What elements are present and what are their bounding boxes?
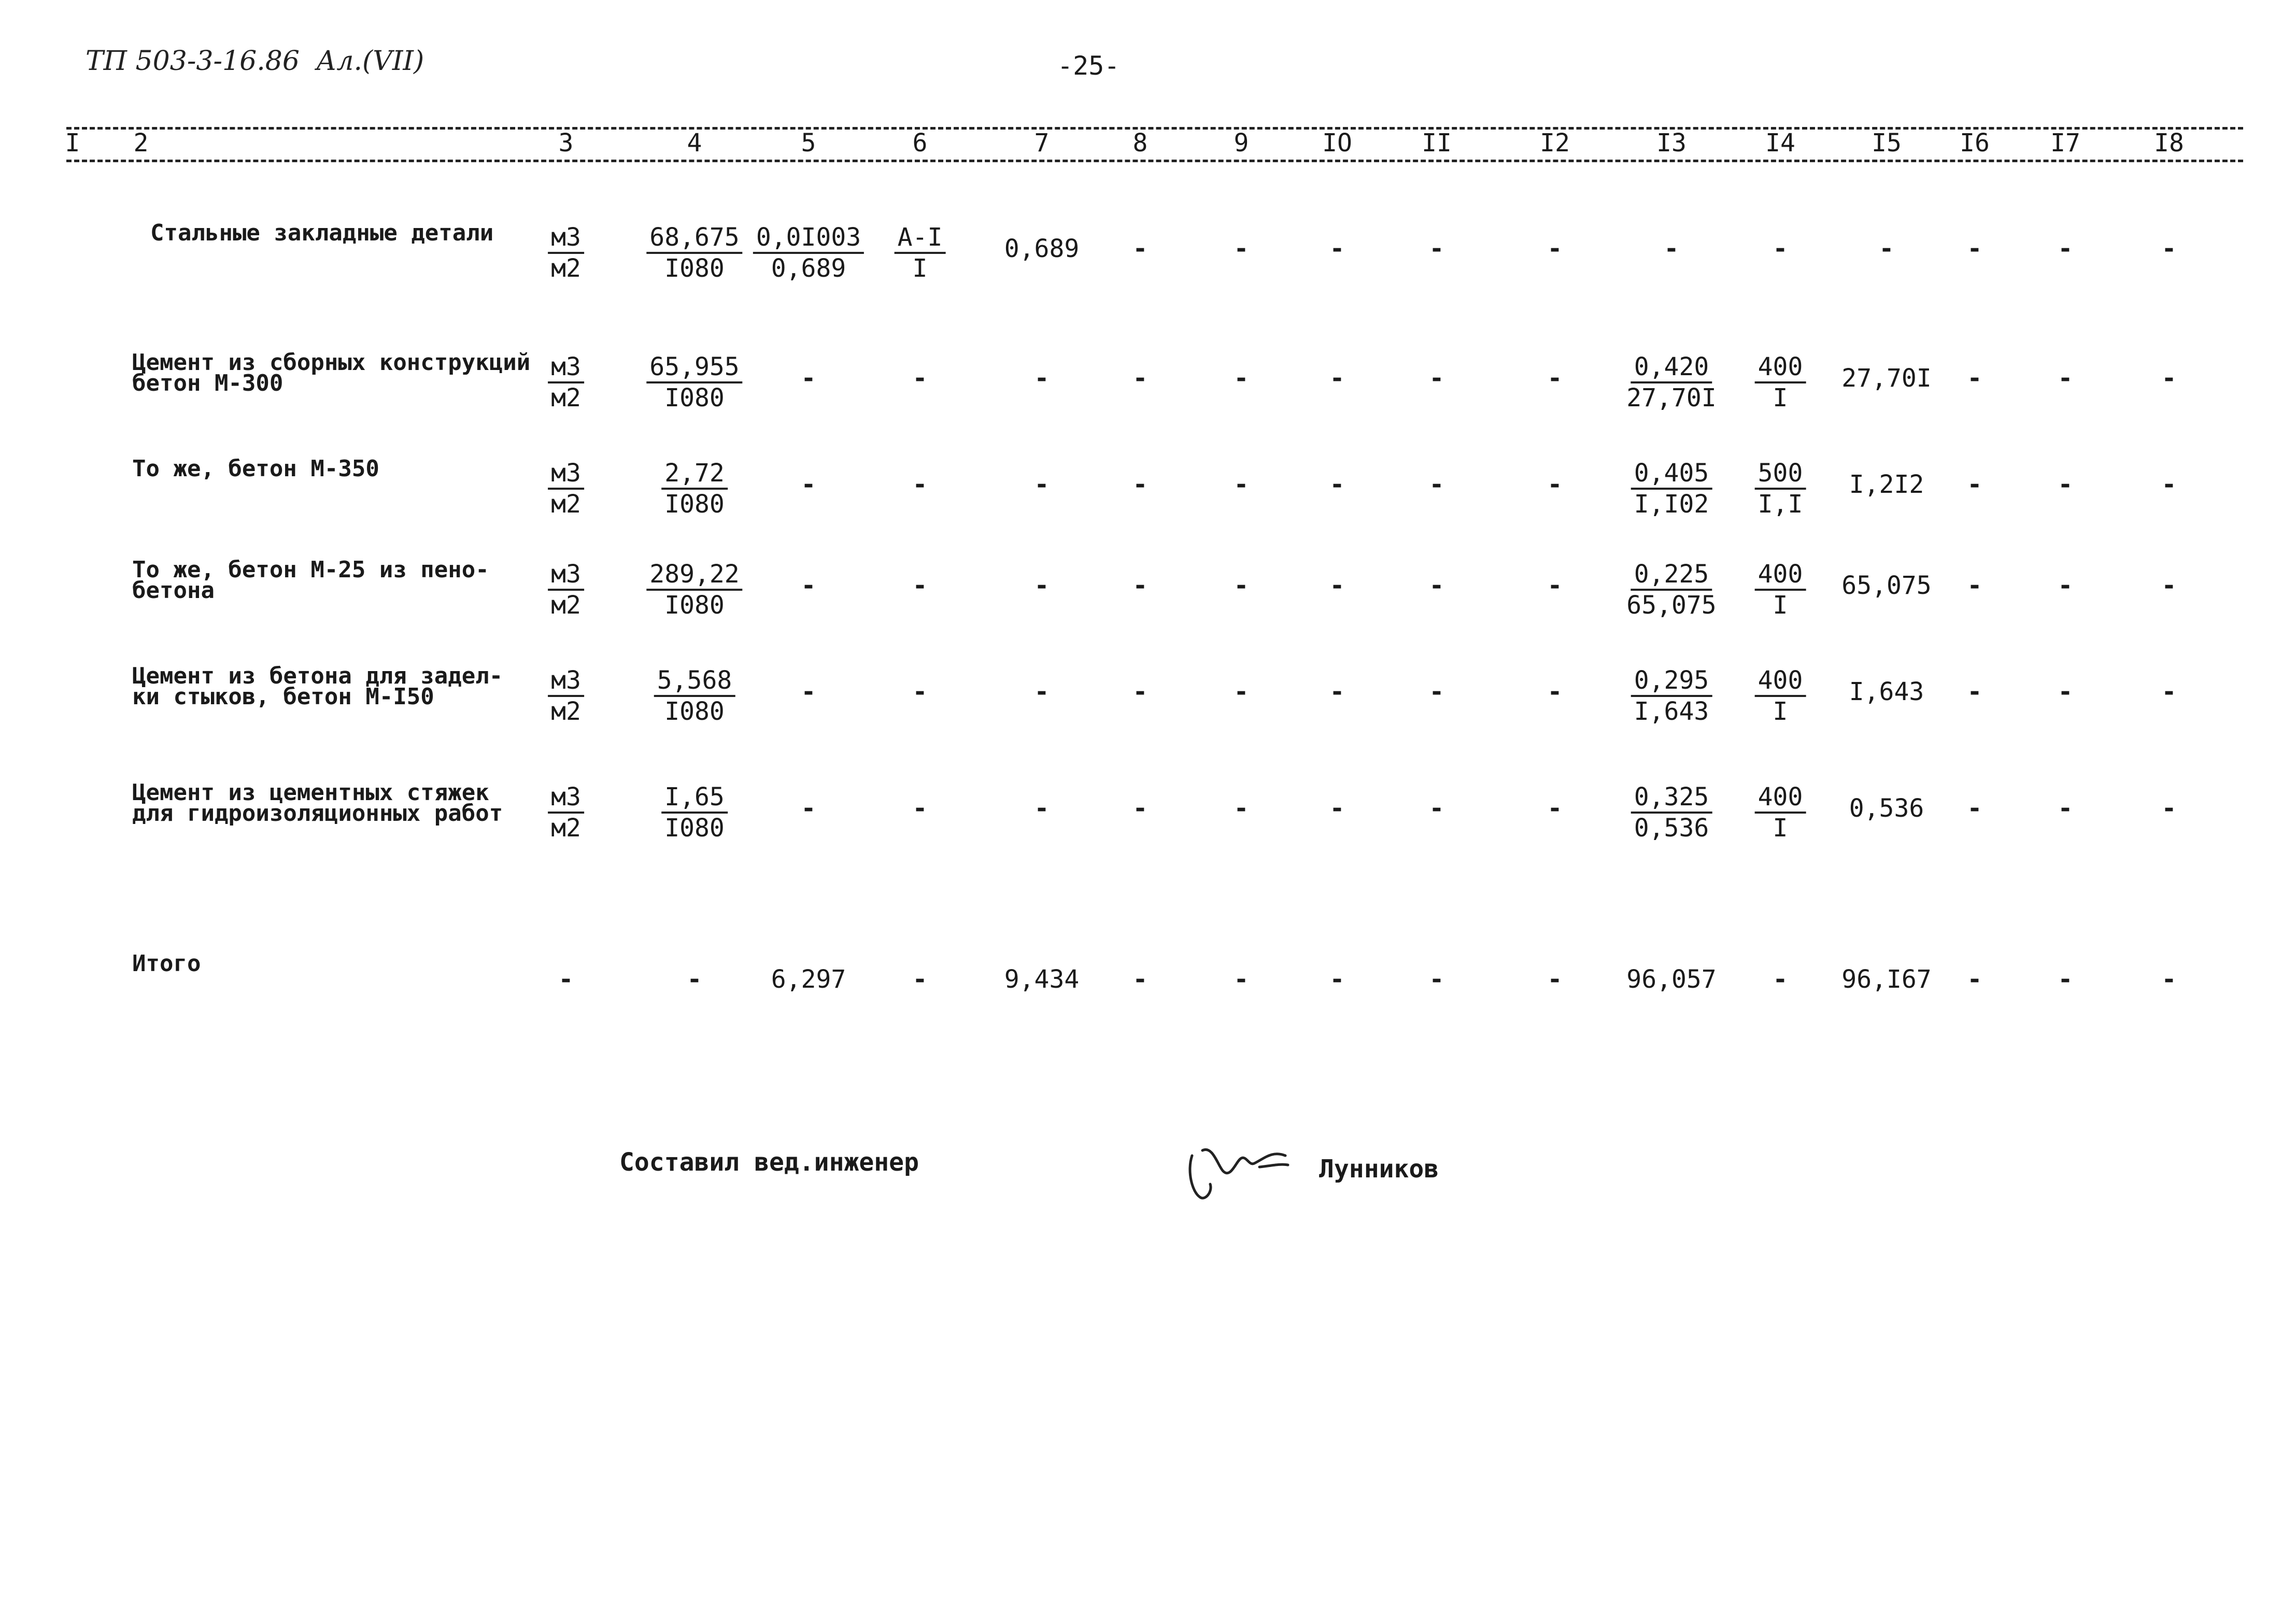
empty-dash-cell: - (2058, 571, 2073, 600)
fraction-numerator: 2,72 (661, 459, 728, 490)
empty-dash-cell: - (1429, 677, 1444, 706)
fraction-denominator: I,643 (1634, 697, 1709, 726)
value-cell: 96,I67 (1841, 965, 1932, 994)
empty-dash-cell: - (912, 470, 928, 499)
row-label: Стальные закладные детали (150, 220, 494, 246)
empty-dash-cell: - (1773, 234, 1788, 263)
fraction-cell (548, 560, 584, 620)
empty-dash-cell: - (2161, 794, 2177, 823)
empty-dash-cell: - (1234, 234, 1249, 263)
fraction-cell (548, 782, 584, 843)
fraction-denominator: I080 (664, 383, 725, 412)
empty-dash-cell: - (1132, 677, 1148, 706)
fraction-cell (548, 666, 584, 726)
column-number: I6 (1960, 129, 1990, 158)
empty-dash-cell: - (2058, 794, 2073, 823)
fraction-denominator: I080 (664, 254, 725, 283)
fraction-numerator: 0,325 (1631, 782, 1712, 814)
row-label: Итого (132, 950, 201, 977)
value-cell: 9,434 (1004, 965, 1080, 994)
empty-dash-cell: - (1132, 234, 1148, 263)
fraction-denominator: м2 (551, 383, 581, 412)
fraction-denominator: I,I02 (1634, 490, 1709, 519)
fraction-numerator: 400 (1755, 782, 1806, 814)
fraction-numerator: 0,0I003 (753, 223, 864, 254)
column-number: I4 (1765, 129, 1795, 158)
column-number: 5 (801, 129, 816, 158)
fraction-numerator: 5,568 (654, 666, 735, 697)
empty-dash-cell: - (1329, 965, 1345, 994)
empty-dash-cell: - (801, 677, 816, 706)
empty-dash-cell: - (2161, 571, 2177, 600)
fraction-denominator: 0,536 (1634, 814, 1709, 843)
fraction-denominator: м2 (551, 697, 581, 726)
empty-dash-cell: - (1967, 794, 1982, 823)
column-number: I5 (1872, 129, 1902, 158)
empty-dash-cell: - (1967, 677, 1982, 706)
empty-dash-cell: - (1967, 234, 1982, 263)
value-cell: 0,536 (1849, 794, 1924, 823)
empty-dash-cell: - (558, 965, 574, 994)
row-label: То же, бетон М-25 из пено- бетона (132, 557, 489, 604)
fraction-numerator: м3 (548, 459, 584, 490)
fraction-numerator: м3 (548, 782, 584, 814)
fraction-numerator: A-I (895, 223, 946, 254)
empty-dash-cell: - (2058, 234, 2073, 263)
value-cell: 27,70I (1841, 364, 1932, 393)
empty-dash-cell: - (1234, 571, 1249, 600)
fraction-cell (646, 223, 742, 283)
fraction-numerator: м3 (548, 352, 584, 383)
fraction-cell (1631, 666, 1712, 726)
fraction-denominator: 0,689 (771, 254, 846, 283)
empty-dash-cell: - (1034, 470, 1050, 499)
column-number: I3 (1656, 129, 1686, 158)
page-number: -25- (1057, 51, 1120, 81)
empty-dash-cell: - (801, 364, 816, 393)
empty-dash-cell: - (1329, 677, 1345, 706)
row-label: Цемент из бетона для задел- ки стыков, бетон М-I50 (132, 663, 503, 710)
fraction-denominator: м2 (551, 254, 581, 283)
empty-dash-cell: - (1547, 794, 1563, 823)
empty-dash-cell: - (2058, 677, 2073, 706)
empty-dash-cell: - (1967, 965, 1982, 994)
fraction-cell (1631, 782, 1712, 843)
empty-dash-cell: - (1034, 364, 1050, 393)
fraction-cell (548, 459, 584, 519)
fraction-denominator: I080 (664, 814, 725, 843)
empty-dash-cell: - (1429, 470, 1444, 499)
fraction-numerator: 500 (1755, 459, 1806, 490)
empty-dash-cell: - (1329, 470, 1345, 499)
fraction-denominator: м2 (551, 814, 581, 843)
fraction-denominator: I (1773, 814, 1788, 843)
empty-dash-cell: - (2058, 965, 2073, 994)
empty-dash-cell: - (1429, 364, 1444, 393)
empty-dash-cell: - (1547, 965, 1563, 994)
row-label: Цемент из цементных стяжек для гидроизоляционных работ (132, 779, 503, 827)
fraction-denominator: м2 (551, 591, 581, 620)
row-label: Цемент из сборных конструкций бетон М-300 (132, 349, 531, 396)
fraction-numerator: 400 (1755, 560, 1806, 591)
fraction-numerator: 0,420 (1631, 352, 1712, 383)
empty-dash-cell: - (1034, 677, 1050, 706)
fraction-numerator: м3 (548, 223, 584, 254)
value-cell: 96,057 (1626, 965, 1717, 994)
column-number: I7 (2050, 129, 2080, 158)
column-number: I8 (2154, 129, 2184, 158)
empty-dash-cell: - (1967, 470, 1982, 499)
empty-dash-cell: - (912, 965, 928, 994)
fraction-cell (1755, 459, 1806, 519)
fraction-denominator: I (1773, 697, 1788, 726)
empty-dash-cell: - (912, 677, 928, 706)
empty-dash-cell: - (1429, 965, 1444, 994)
empty-dash-cell: - (801, 794, 816, 823)
column-number: II (1422, 129, 1452, 158)
fraction-denominator: I,I (1758, 490, 1803, 519)
empty-dash-cell: - (2058, 364, 2073, 393)
fraction-cell (661, 459, 728, 519)
column-number: IO (1322, 129, 1352, 158)
fraction-denominator: 27,70I (1626, 383, 1717, 412)
column-number: 4 (687, 129, 702, 158)
empty-dash-cell: - (1329, 234, 1345, 263)
empty-dash-cell: - (1547, 571, 1563, 600)
fraction-cell (895, 223, 946, 283)
fraction-cell (654, 666, 735, 726)
value-cell: 65,075 (1841, 571, 1932, 600)
sheet-label: Ал.(VII) (316, 46, 424, 77)
empty-dash-cell: - (912, 571, 928, 600)
empty-dash-cell: - (1132, 794, 1148, 823)
empty-dash-cell: - (1329, 364, 1345, 393)
value-cell: I,2I2 (1849, 470, 1924, 499)
fraction-numerator: 65,955 (646, 352, 742, 383)
empty-dash-cell: - (1329, 794, 1345, 823)
fraction-cell (753, 223, 864, 283)
fraction-cell (646, 560, 742, 620)
empty-dash-cell: - (2058, 470, 2073, 499)
empty-dash-cell: - (1234, 470, 1249, 499)
fraction-denominator: 65,075 (1626, 591, 1717, 620)
engineer-name: Лунников (1319, 1155, 1439, 1184)
column-number: 8 (1132, 129, 1148, 158)
fraction-cell (1755, 352, 1806, 412)
empty-dash-cell: - (2161, 470, 2177, 499)
empty-dash-cell: - (1664, 234, 1679, 263)
fraction-numerator: 0,295 (1631, 666, 1712, 697)
header-top-rule (66, 127, 2243, 130)
empty-dash-cell: - (2161, 965, 2177, 994)
fraction-denominator: I080 (664, 697, 725, 726)
column-number: 9 (1234, 129, 1249, 158)
fraction-cell (1755, 560, 1806, 620)
fraction-numerator: 0,225 (1631, 560, 1712, 591)
empty-dash-cell: - (1034, 794, 1050, 823)
empty-dash-cell: - (912, 364, 928, 393)
fraction-numerator: м3 (548, 560, 584, 591)
compiled-by-label: Составил вед.инженер (619, 1148, 919, 1177)
column-number: 7 (1034, 129, 1050, 158)
fraction-numerator: м3 (548, 666, 584, 697)
empty-dash-cell: - (1429, 234, 1444, 263)
empty-dash-cell: - (1234, 677, 1249, 706)
fraction-numerator: 68,675 (646, 223, 742, 254)
fraction-cell (1755, 666, 1806, 726)
empty-dash-cell: - (1547, 234, 1563, 263)
fraction-cell (548, 352, 584, 412)
empty-dash-cell: - (1234, 965, 1249, 994)
fraction-denominator: I (912, 254, 928, 283)
value-cell: 0,689 (1004, 234, 1080, 263)
column-number: 6 (912, 129, 928, 158)
column-number: 2 (133, 129, 149, 158)
column-number: 3 (558, 129, 574, 158)
empty-dash-cell: - (1329, 571, 1345, 600)
fraction-numerator: 0,405 (1631, 459, 1712, 490)
fraction-cell (1626, 352, 1716, 412)
fraction-numerator: 289,22 (646, 560, 742, 591)
fraction-denominator: м2 (551, 490, 581, 519)
fraction-cell (661, 782, 728, 843)
fraction-denominator: I080 (664, 490, 725, 519)
fraction-denominator: I080 (664, 591, 725, 620)
empty-dash-cell: - (2161, 364, 2177, 393)
empty-dash-cell: - (2161, 677, 2177, 706)
fraction-numerator: I,65 (661, 782, 728, 814)
empty-dash-cell: - (1132, 364, 1148, 393)
fraction-numerator: 400 (1755, 666, 1806, 697)
empty-dash-cell: - (1429, 571, 1444, 600)
fraction-numerator: 400 (1755, 352, 1806, 383)
empty-dash-cell: - (1034, 571, 1050, 600)
empty-dash-cell: - (1547, 677, 1563, 706)
fraction-cell (1755, 782, 1806, 843)
value-cell: 6,297 (771, 965, 846, 994)
empty-dash-cell: - (1234, 364, 1249, 393)
empty-dash-cell: - (687, 965, 702, 994)
empty-dash-cell: - (1132, 571, 1148, 600)
document-code: ТП 503-3-16.86 (86, 46, 300, 77)
empty-dash-cell: - (1879, 234, 1894, 263)
empty-dash-cell: - (1967, 571, 1982, 600)
empty-dash-cell: - (1429, 794, 1444, 823)
column-number: I (65, 129, 80, 158)
fraction-cell (548, 223, 584, 283)
empty-dash-cell: - (1547, 364, 1563, 393)
empty-dash-cell: - (1234, 794, 1249, 823)
empty-dash-cell: - (801, 470, 816, 499)
empty-dash-cell: - (1547, 470, 1563, 499)
empty-dash-cell: - (1773, 965, 1788, 994)
signature-image (1182, 1135, 1296, 1218)
empty-dash-cell: - (2161, 234, 2177, 263)
fraction-cell (646, 352, 742, 412)
empty-dash-cell: - (801, 571, 816, 600)
fraction-cell (1631, 459, 1712, 519)
empty-dash-cell: - (912, 794, 928, 823)
header-bottom-rule (66, 160, 2243, 162)
fraction-denominator: I (1773, 591, 1788, 620)
value-cell: I,643 (1849, 677, 1924, 706)
row-label: То же, бетон М-350 (132, 456, 379, 482)
fraction-denominator: I (1773, 383, 1788, 412)
empty-dash-cell: - (1967, 364, 1982, 393)
empty-dash-cell: - (1132, 965, 1148, 994)
column-number: I2 (1540, 129, 1570, 158)
empty-dash-cell: - (1132, 470, 1148, 499)
fraction-cell (1626, 560, 1716, 620)
